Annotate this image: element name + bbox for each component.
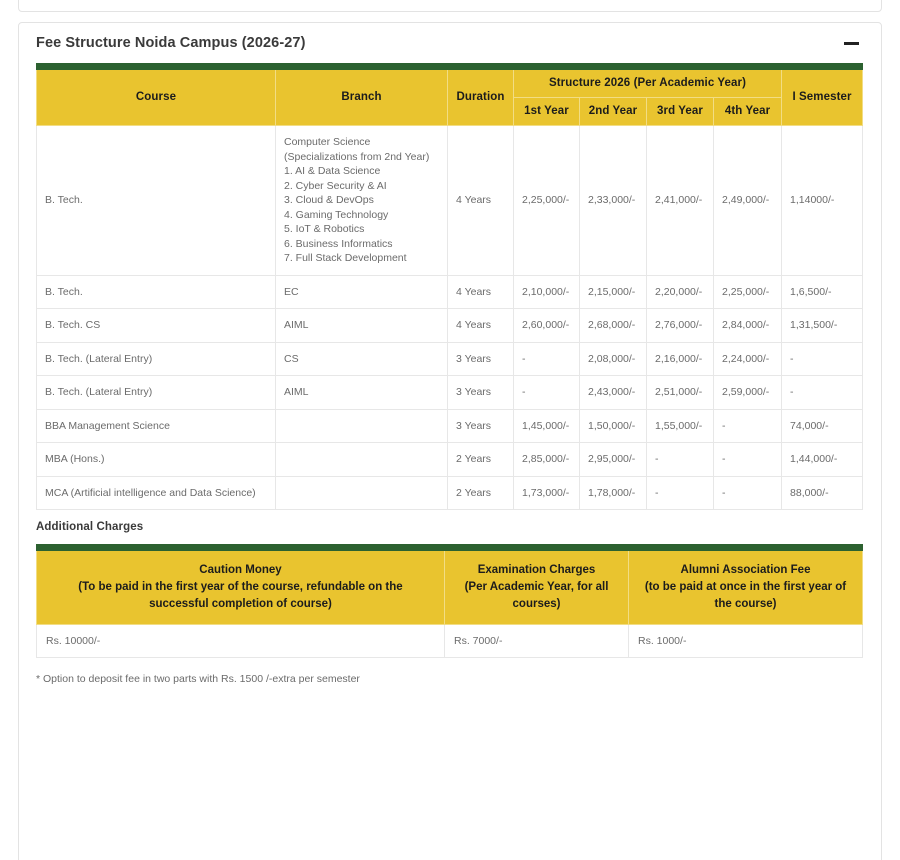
cell-branch [276, 443, 448, 477]
column-header-branch: Branch [276, 67, 448, 126]
cell-year2: 2,68,000/- [580, 309, 647, 343]
cell-year4: - [714, 443, 782, 477]
panel-body [19, 63, 881, 687]
cell-year4: 2,59,000/- [714, 376, 782, 410]
cell-semester: - [782, 376, 863, 410]
additional-charges-head [37, 548, 863, 625]
cell-course: B. Tech. [37, 126, 276, 276]
cell-branch [276, 476, 448, 510]
cell-year2: 1,50,000/- [580, 409, 647, 443]
table-row [37, 443, 863, 477]
cell-branch [276, 376, 448, 410]
additional-charges-label: Additional Charges [36, 521, 144, 533]
branch-line: 7. Full Stack Development [284, 252, 407, 264]
additional-charge-subtitle: (to be paid at once in the first year of the course) [644, 581, 847, 610]
cell-duration: 2 Years [448, 443, 514, 477]
fee-table-head [37, 67, 863, 126]
branch-line: CS [284, 352, 299, 365]
column-header-4th-year: 4th Year [714, 98, 782, 126]
cell-semester: 1,31,500/- [782, 309, 863, 343]
table-row [37, 342, 863, 376]
column-header-duration: Duration [448, 67, 514, 126]
cell-year3: 1,55,000/- [647, 409, 714, 443]
panel-header[interactable] [19, 23, 881, 63]
cell-year2: 2,43,000/- [580, 376, 647, 410]
cell-year1: - [514, 342, 580, 376]
table-row [37, 376, 863, 410]
cell-duration: 4 Years [448, 126, 514, 276]
table-row [37, 409, 863, 443]
cell-branch [276, 275, 448, 309]
cell-year2: 2,08,000/- [580, 342, 647, 376]
fee-table-body [37, 126, 863, 510]
cell-year2: 2,95,000/- [580, 443, 647, 477]
cell-semester: 1,14000/- [782, 126, 863, 276]
cell-branch [276, 409, 448, 443]
column-header-i-semester: I Semester [782, 67, 863, 126]
branch-line: AIML [284, 319, 309, 331]
cell-duration: 3 Years [448, 409, 514, 443]
column-header-course: Course [37, 67, 276, 126]
cell-semester: 1,6,500/- [782, 275, 863, 309]
cell-duration: 2 Years [448, 476, 514, 510]
minus-icon[interactable] [844, 35, 859, 50]
additional-charge-header [629, 548, 863, 625]
additional-charges-table [36, 544, 863, 658]
cell-year4: 2,49,000/- [714, 126, 782, 276]
column-header-3rd-year: 3rd Year [647, 98, 714, 126]
additional-charge-value: Rs. 7000/- [445, 625, 629, 658]
fee-structure-accordion-panel [18, 22, 882, 860]
additional-charges-header-row [37, 548, 863, 625]
cell-year4: 2,25,000/- [714, 275, 782, 309]
cell-branch [276, 342, 448, 376]
cell-year2: 2,33,000/- [580, 126, 647, 276]
cell-year2: 1,78,000/- [580, 476, 647, 510]
column-header-1st-year: 1st Year [514, 98, 580, 126]
additional-charge-title: Alumni Association Fee [680, 564, 811, 576]
cell-course: BBA Management Science [37, 409, 276, 443]
cell-branch [276, 309, 448, 343]
additional-charge-value: Rs. 10000/- [37, 625, 445, 658]
cell-year3: 2,16,000/- [647, 342, 714, 376]
branch-line: EC [284, 285, 299, 298]
table-row [37, 126, 863, 276]
branch-line: 1. AI & Data Science [284, 165, 381, 177]
cell-year1: 2,60,000/- [514, 309, 580, 343]
cell-duration: 3 Years [448, 376, 514, 410]
cell-course: B. Tech. CS [37, 309, 276, 343]
cell-course: B. Tech. (Lateral Entry) [37, 342, 276, 376]
table-row [37, 625, 863, 658]
previous-accordion-panel-edge[interactable] [18, 0, 882, 12]
cell-duration: 3 Years [448, 342, 514, 376]
fee-structure-table [36, 63, 863, 510]
branch-line: (Specializations from 2nd Year) [284, 150, 430, 163]
table-row [37, 275, 863, 309]
cell-year3: 2,20,000/- [647, 275, 714, 309]
cell-year3: 2,51,000/- [647, 376, 714, 410]
cell-semester: 88,000/- [782, 476, 863, 510]
cell-year3: - [647, 476, 714, 510]
table-row [37, 309, 863, 343]
cell-year1: - [514, 376, 580, 410]
cell-course: B. Tech. [37, 275, 276, 309]
cell-year3: 2,41,000/- [647, 126, 714, 276]
cell-course: B. Tech. (Lateral Entry) [37, 376, 276, 410]
branch-line: 3. Cloud & DevOps [284, 194, 374, 206]
column-header-structure-group: Structure 2026 (Per Academic Year) [514, 67, 782, 98]
cell-semester: 1,44,000/- [782, 443, 863, 477]
cell-year1: 1,45,000/- [514, 409, 580, 443]
additional-charge-subtitle: (To be paid in the first year of the course, refundable on the successful completion of course) [78, 581, 403, 610]
column-header-2nd-year: 2nd Year [580, 98, 647, 126]
additional-charge-title: Examination Charges [477, 564, 596, 576]
branch-line: 2. Cyber Security & AI [284, 179, 387, 192]
cell-year3: 2,76,000/- [647, 309, 714, 343]
branch-line: AIML [284, 386, 309, 398]
additional-charge-value: Rs. 1000/- [629, 625, 863, 658]
cell-year1: 2,10,000/- [514, 275, 580, 309]
footnote-text: * Option to deposit fee in two parts with Rs. 1500 /-extra per semester [36, 673, 360, 685]
additional-charge-header [37, 548, 445, 625]
cell-course: MCA (Artificial intelligence and Data Science) [37, 476, 276, 510]
page-title: Fee Structure Noida Campus (2026-27) [36, 35, 306, 51]
branch-line: 5. IoT & Robotics [284, 223, 365, 235]
cell-course: MBA (Hons.) [37, 443, 276, 477]
cell-year4: - [714, 476, 782, 510]
cell-year3: - [647, 443, 714, 477]
additional-charge-subtitle: (Per Academic Year, for all courses) [464, 581, 609, 610]
cell-year1: 2,85,000/- [514, 443, 580, 477]
fee-table-header-row-1 [37, 67, 863, 98]
cell-year1: 1,73,000/- [514, 476, 580, 510]
branch-line: 6. Business Informatics [284, 237, 393, 250]
table-row [37, 476, 863, 510]
additional-charge-header [445, 548, 629, 625]
cell-year4: 2,24,000/- [714, 342, 782, 376]
additional-charge-title: Caution Money [199, 564, 282, 576]
cell-year2: 2,15,000/- [580, 275, 647, 309]
cell-year4: - [714, 409, 782, 443]
additional-charges-body [37, 625, 863, 658]
cell-year1: 2,25,000/- [514, 126, 580, 276]
branch-line: 4. Gaming Technology [284, 208, 389, 221]
cell-semester: 74,000/- [782, 409, 863, 443]
cell-duration: 4 Years [448, 275, 514, 309]
cell-year4: 2,84,000/- [714, 309, 782, 343]
cell-semester: - [782, 342, 863, 376]
cell-duration: 4 Years [448, 309, 514, 343]
cell-branch [276, 126, 448, 276]
branch-line: Computer Science [284, 136, 371, 148]
